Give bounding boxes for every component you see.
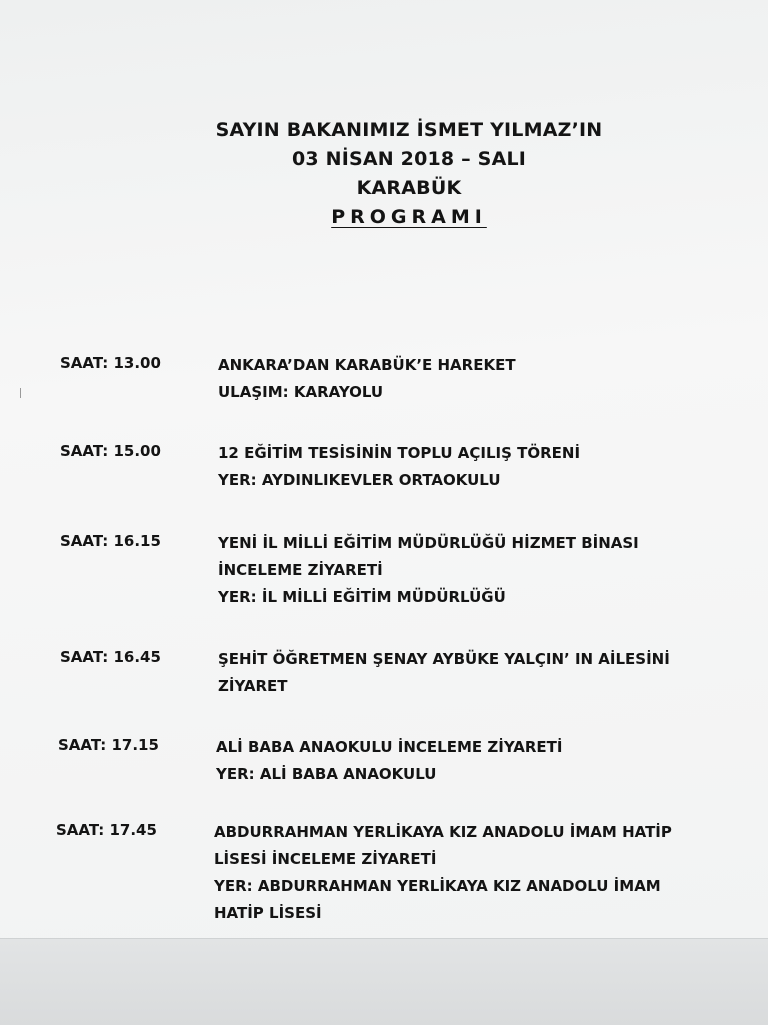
entry-time: SAAT: 16.45 [60, 648, 161, 666]
entry-description [218, 646, 670, 700]
header-line-3: KARABÜK [356, 177, 462, 199]
entry-line: ALİ BABA ANAOKULU İNCELEME ZİYARETİ [216, 738, 563, 756]
entry-line: ŞEHİT ÖĞRETMEN ŞENAY AYBÜKE YALÇIN’ IN AİLESİNİ [218, 650, 670, 668]
entry-description [216, 734, 562, 788]
header-line-4 [50, 203, 768, 232]
entry-line: LİSESİ İNCELEME ZİYARETİ [214, 850, 437, 868]
header-line-2: 03 NİSAN 2018 – SALI [291, 148, 527, 170]
header-line-1: SAYIN BAKANIMIZ İSMET YILMAZ’IN [215, 119, 603, 141]
entry-time: SAAT: 13.00 [60, 354, 161, 372]
entry-time: SAAT: 15.00 [60, 442, 161, 460]
margin-mark [20, 388, 21, 398]
entry-description [218, 352, 516, 406]
entry-time: SAAT: 17.15 [58, 736, 159, 754]
entry-line: 12 EĞİTİM TESİSİNİN TOPLU AÇILIŞ TÖRENİ [218, 444, 581, 462]
entry-line: ABDURRAHMAN YERLİKAYA KIZ ANADOLU İMAM HATİP [214, 823, 672, 841]
entry-line: ULAŞIM: KARAYOLU [218, 383, 384, 401]
entry-line: YER: ALİ BABA ANAOKULU [216, 765, 437, 783]
document-header [0, 116, 768, 232]
entry-description [214, 819, 672, 927]
entry-line: YER: İL MİLLİ EĞİTİM MÜDÜRLÜĞÜ [218, 588, 506, 606]
program-heading: PROGRAMI [331, 206, 487, 228]
entry-line: YER: AYDINLIKEVLER ORTAOKULU [218, 471, 501, 489]
entry-line: YENİ İL MİLLİ EĞİTİM MÜDÜRLÜĞÜ HİZMET BİNASI [218, 534, 639, 552]
entry-line: İNCELEME ZİYARETİ [218, 561, 383, 579]
entry-description [218, 530, 639, 611]
entry-time: SAAT: 17.45 [56, 821, 157, 839]
entry-line: YER: ABDURRAHMAN YERLİKAYA KIZ ANADOLU İMAM [214, 877, 661, 895]
page-bottom-edge [0, 938, 768, 1025]
entry-description [218, 440, 580, 494]
entry-time: SAAT: 16.15 [60, 532, 161, 550]
entry-line: ZİYARET [218, 677, 288, 695]
entry-line: ANKARA’DAN KARABÜK’E HAREKET [218, 356, 516, 374]
entry-line: HATİP LİSESİ [214, 904, 322, 922]
